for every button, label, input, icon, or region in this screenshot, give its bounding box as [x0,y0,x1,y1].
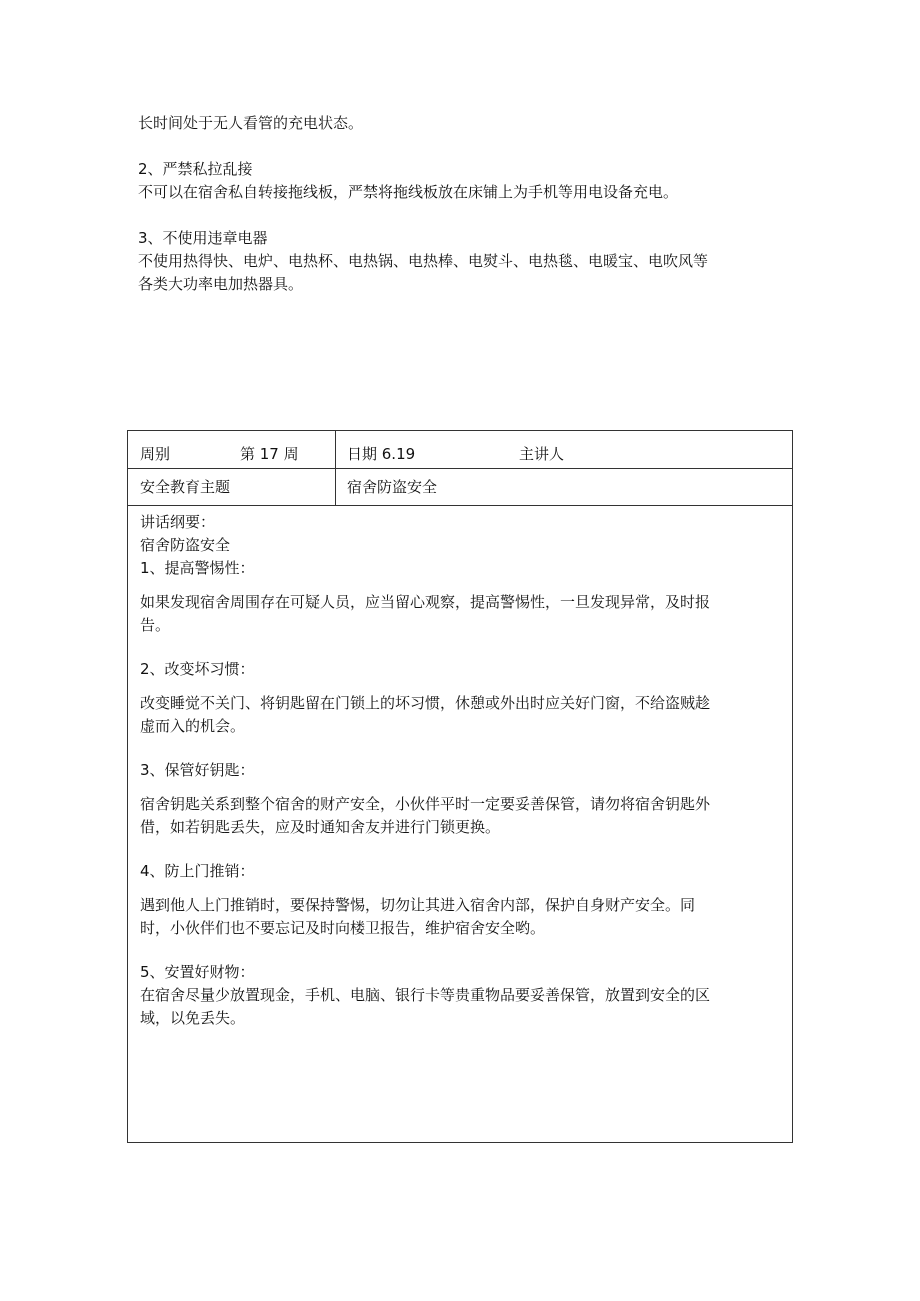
section-text: 告。 [140,616,171,634]
item3-text-line2: 各类大功率电加热器具。 [138,275,304,293]
previous-lesson-content [138,112,798,296]
item3-text-line1: 不使用热得快、电炉、电热杯、电热锅、电热棒、电熨斗、电热毯、电暖宝、电吹风等 [138,252,709,270]
date-label: 日期 6.19 [347,445,416,463]
section-text: 借，如若钥匙丢失，应及时通知舍友并进行门锁更换。 [140,818,501,836]
item3-title: 3、不使用违章电器 [138,229,268,247]
section-title: 3、保管好钥匙： [140,761,255,779]
lesson-table [127,430,793,1143]
outline-body [140,511,780,1030]
theme-label: 安全教育主题 [140,478,231,496]
section-text: 域，以免丢失。 [140,1009,246,1027]
continuation-text: 长时间处于无人看管的充电状态。 [138,114,364,132]
item2-title: 2、严禁私拉乱接 [138,160,253,178]
section-title: 1、提高警惕性： [140,559,255,577]
section-text: 改变睡觉不关门、将钥匙留在门锁上的坏习惯，休憩或外出时应关好门窗，不给盗贼趁 [140,694,711,712]
column-divider [335,431,336,468]
outline-title: 宿舍防盗安全 [140,536,231,554]
section-text: 遇到他人上门推销时，要保持警惕，切勿让其进入宿舍内部，保护自身财产安全。同 [140,896,696,914]
section-text: 宿舍钥匙关系到整个宿舍的财产安全，小伙伴平时一定要妥善保管，请勿将宿舍钥匙外 [140,795,711,813]
section-text: 虚而入的机会。 [140,717,246,735]
section-title: 5、安置好财物： [140,963,255,981]
column-divider [335,469,336,505]
speaker-label: 主讲人 [519,445,565,463]
section-text: 在宿舍尽量少放置现金，手机、电脑、银行卡等贵重物品要妥善保管，放置到安全的区 [140,986,711,1004]
section-title: 4、防上门推销： [140,862,255,880]
week-label: 周别 [140,445,171,463]
header-row [128,431,792,469]
theme-row [128,469,792,506]
item2-text: 不可以在宿舍私自转接拖线板，严禁将拖线板放在床铺上为手机等用电设备充电。 [138,183,679,201]
section-text: 如果发现宿舍周围存在可疑人员，应当留心观察，提高警惕性，一旦发现异常，及时报 [140,593,711,611]
week-value: 第 17 周 [240,445,299,463]
section-title: 2、改变坏习惯： [140,660,255,678]
outline-label: 讲话纲要： [140,513,216,531]
theme-value: 宿舍防盗安全 [347,478,438,496]
section-text: 时，小伙伴们也不要忘记及时向楼卫报告，维护宿舍安全哟。 [140,919,546,937]
